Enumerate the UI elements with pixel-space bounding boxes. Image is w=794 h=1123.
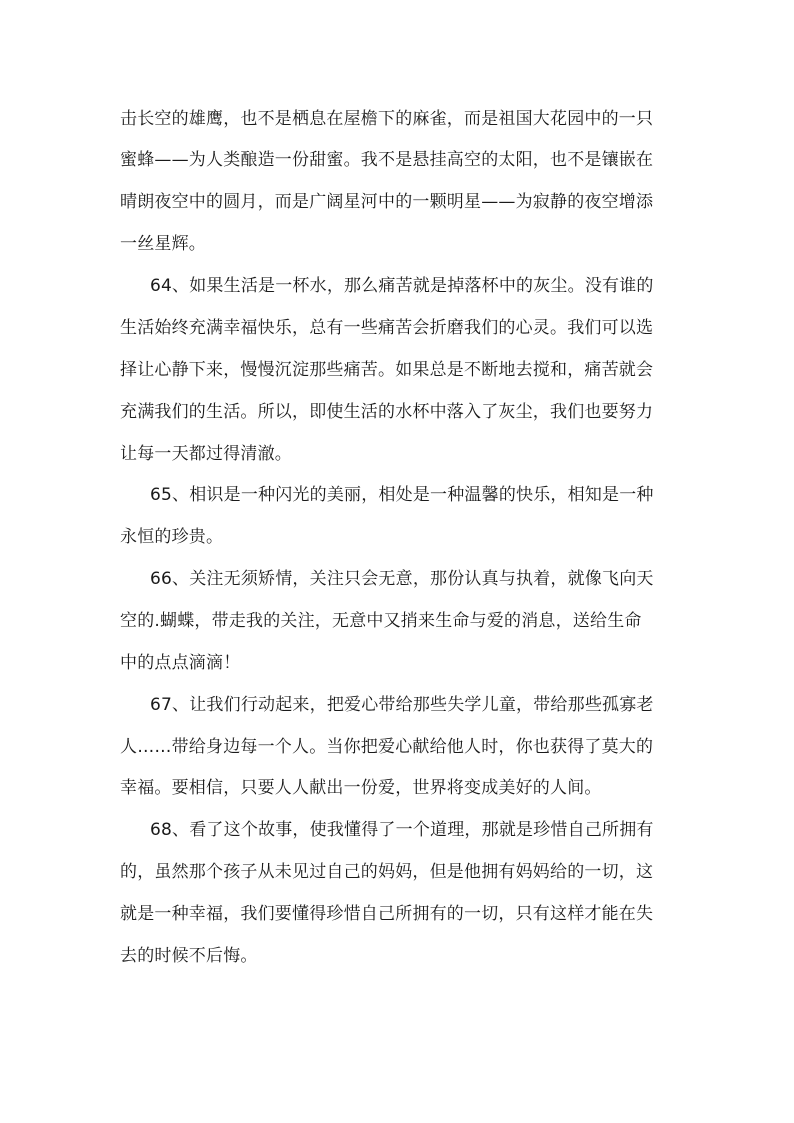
text-line: 空的.蝴蝶，带走我的关注，无意中又捎来生命与爱的消息，送给生命 [120,611,642,631]
paragraph-68-start: 68、看了这个故事，使我懂得了一个道理，那就是珍惜自己所拥有 [150,820,654,840]
text-line: 击长空的雄鹰，也不是栖息在屋檐下的麻雀，而是祖国大花园中的一只 [120,109,654,129]
text-line: 幸福。要相信，只要人人献出一份爱，世界将变成美好的人间。 [120,778,602,798]
paragraph-67-start: 67、让我们行动起来，把爱心带给那些失学儿童，带给那些孤寡老 [150,695,654,715]
text-line: 蜜蜂——为人类酿造一份甜蜜。我不是悬挂高空的太阳，也不是镶嵌在 [120,150,654,170]
text-line: 人……带给身边每一个人。当你把爱心献给他人时，你也获得了莫大的 [120,737,654,757]
text-line: 择让心静下来，慢慢沉淀那些痛苦。如果总是不断地去搅和，痛苦就会 [120,360,654,380]
text-line: 晴朗夜空中的圆月，而是广阔星河中的一颗明星——为寂静的夜空增添 [120,192,654,212]
text-line: 去的时候不后悔。 [120,946,258,966]
text-line: 生活始终充满幸福快乐，总有一些痛苦会折磨我们的心灵。我们可以选 [120,318,654,338]
text-line: 让每一天都过得清澈。 [120,444,292,464]
text-line: 就是一种幸福，我们要懂得珍惜自己所拥有的一切，只有这样才能在失 [120,904,654,924]
text-line: 充满我们的生活。所以，即使生活的水杯中落入了灰尘，我们也要努力 [120,402,654,422]
text-line: 的，虽然那个孩子从未见过自己的妈妈，但是他拥有妈妈给的一切，这 [120,862,654,882]
text-line: 永恒的珍贵。 [120,527,224,547]
text-line: 中的点点滴滴！ [120,653,241,673]
paragraph-65-start: 65、相识是一种闪光的美丽，相处是一种温馨的快乐，相知是一种 [150,485,654,505]
paragraph-66-start: 66、关注无须矫情，关注只会无意，那份认真与执着，就像飞向天 [150,569,654,589]
text-line: 一丝星辉。 [120,234,206,254]
paragraph-64-start: 64、如果生活是一杯水，那么痛苦就是掉落杯中的灰尘。没有谁的 [150,276,654,296]
